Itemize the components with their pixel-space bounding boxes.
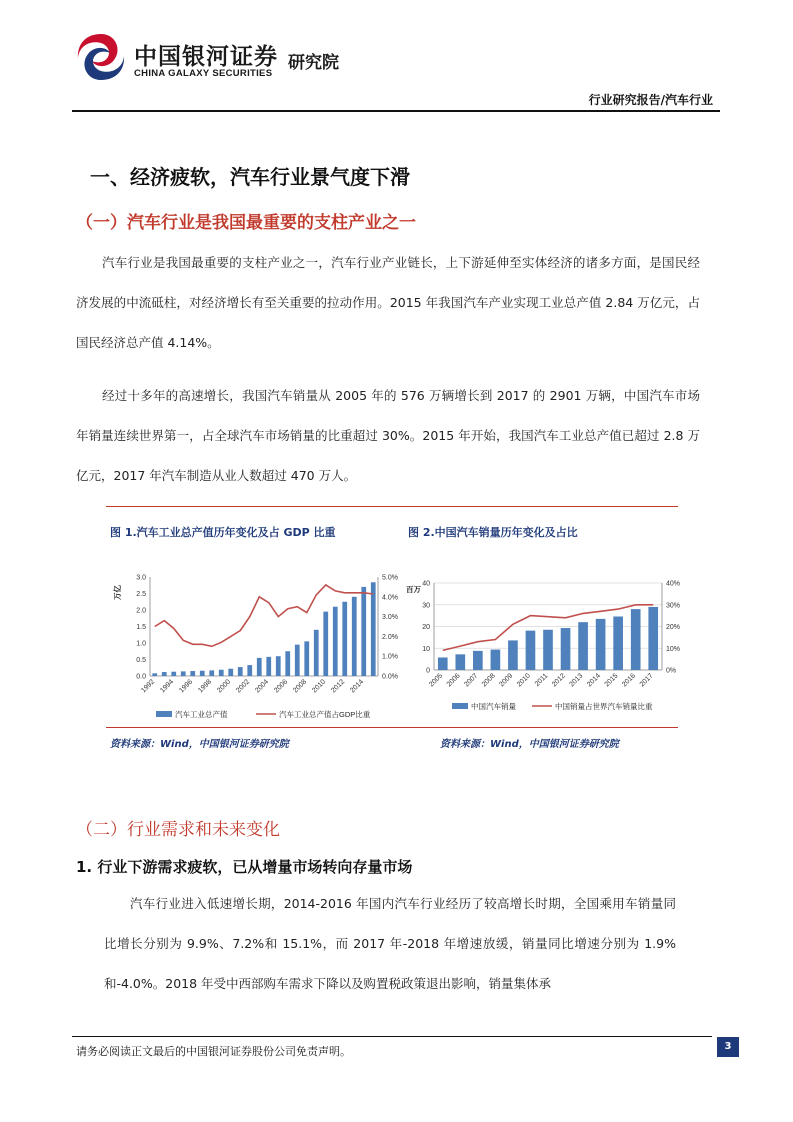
bar bbox=[257, 658, 262, 676]
x-tick-label: 2000 bbox=[216, 678, 233, 695]
y-tick-label: 2.5 bbox=[136, 591, 146, 598]
subsection-title-2: （二）行业需求和未来变化 bbox=[76, 820, 280, 840]
y-tick-label: 1.5 bbox=[136, 624, 146, 631]
paragraph-1-text: 汽车行业是我国最重要的支柱产业之一，汽车行业产业链长，上下游延伸至实体经济的诸多方面，是国民经济发展的中流砥柱，对经济增长有至关重要的拉动作用。2015 年我国汽车产业实现工业总产值 2.84 万亿元，占国民经济总产值 4.14%。 bbox=[76, 255, 700, 350]
y-tick-label: 2.0 bbox=[136, 607, 146, 615]
legend-label: 中国汽车销量 bbox=[471, 702, 516, 711]
y2-tick-label: 0% bbox=[666, 667, 677, 675]
x-tick-label: 2014 bbox=[349, 678, 366, 695]
bar bbox=[596, 619, 606, 670]
legend-swatch-bar bbox=[452, 703, 468, 709]
bar bbox=[508, 640, 518, 670]
section-title: 一、经济疲软，汽车行业景气度下滑 bbox=[90, 165, 410, 189]
figure-2-title: 图 2.中国汽车销量历年变化及占比 bbox=[408, 526, 578, 539]
footer-disclaimer: 请务必阅读正文最后的中国银河证券股份公司免责声明。 bbox=[76, 1045, 351, 1058]
y-tick-label: 10 bbox=[422, 645, 430, 653]
bar bbox=[162, 672, 167, 676]
x-tick-label: 1998 bbox=[197, 678, 214, 695]
paragraph-2-text: 经过十多年的高速增长，我国汽车销量从 2005 年的 576 万辆增长到 2017 的 2901 万辆，中国汽车市场年销量连续世界第一，占全球汽车市场销量的比重超过 30%。2015 年开始，我国汽车工业总产值已超过 2.8 万亿元，2017 年汽车制造从业人数超过 470 万人。 bbox=[76, 388, 700, 483]
bar bbox=[285, 651, 290, 676]
x-tick-label: 2015 bbox=[603, 672, 620, 689]
x-tick-label: 2016 bbox=[621, 672, 638, 689]
y2-tick-label: 30% bbox=[666, 602, 681, 610]
x-tick-label: 2002 bbox=[235, 678, 252, 695]
legend-label: 汽车工业总产值 bbox=[175, 710, 228, 719]
paragraph-2 bbox=[76, 376, 700, 496]
heading-level-3: 1. 行业下游需求疲软，已从增量市场转向存量市场 bbox=[76, 858, 413, 876]
y2-tick-label: 3.0% bbox=[382, 614, 398, 622]
legend-label: 中国销量占世界汽车销量比重 bbox=[555, 702, 653, 711]
header-divider bbox=[72, 110, 720, 112]
x-tick-label: 2010 bbox=[311, 678, 328, 695]
x-tick-label: 1996 bbox=[178, 678, 195, 695]
y2-tick-label: 5.0% bbox=[382, 574, 398, 582]
bar bbox=[543, 630, 553, 670]
logo-chinese-name: 中国银河证券 bbox=[134, 44, 278, 70]
bar bbox=[648, 607, 658, 670]
y-tick-label: 0.5 bbox=[136, 657, 146, 664]
bar bbox=[314, 630, 319, 676]
y2-tick-label: 40% bbox=[666, 580, 681, 588]
bar bbox=[247, 665, 252, 676]
bar bbox=[578, 622, 588, 670]
y-tick-label: 0 bbox=[426, 667, 430, 675]
bar bbox=[200, 671, 205, 676]
bar bbox=[361, 587, 366, 676]
y2-tick-label: 4.0% bbox=[382, 594, 398, 602]
bar bbox=[323, 612, 328, 676]
logo-english-name: CHINA GALAXY SECURITIES bbox=[134, 68, 273, 79]
y-tick-label: 20 bbox=[422, 624, 430, 631]
y-tick-label: 40 bbox=[422, 580, 430, 588]
series-line bbox=[155, 585, 373, 646]
bar bbox=[181, 671, 186, 676]
bar bbox=[526, 631, 536, 670]
x-tick-label: 2008 bbox=[480, 672, 497, 689]
y-tick-label: 3.0 bbox=[136, 574, 146, 582]
bar bbox=[219, 670, 224, 676]
bar bbox=[561, 628, 571, 670]
paragraph-3 bbox=[104, 884, 676, 1004]
bar bbox=[473, 651, 483, 670]
paragraph-3-text: 汽车行业进入低速增长期，2014-2016 年国内汽车行业经历了较高增长时期，全国乘用车销量同比增长分别为 9.9%、7.2%和 15.1%，而 2017 年-2018 年增速放缓，销量同比增速分别为 1.9%和-4.0%。2018 年受中西部购车需求下降以及购置税政策退出影响，销量集体承 bbox=[104, 896, 676, 991]
bar bbox=[631, 609, 641, 670]
y2-tick-label: 0.0% bbox=[382, 673, 398, 681]
bar bbox=[455, 654, 465, 670]
x-tick-label: 1992 bbox=[140, 678, 157, 695]
x-tick-label: 2013 bbox=[568, 672, 585, 689]
paragraph-1 bbox=[76, 243, 700, 363]
x-tick-label: 2012 bbox=[330, 678, 347, 695]
bar bbox=[491, 650, 501, 670]
report-type: 行业研究报告/汽车行业 bbox=[588, 93, 713, 107]
bar bbox=[342, 602, 347, 676]
figure-top-rule bbox=[106, 506, 678, 507]
bar bbox=[171, 672, 176, 676]
bar bbox=[209, 670, 214, 676]
x-tick-label: 2005 bbox=[428, 672, 445, 689]
y-tick-label: 0.0 bbox=[136, 673, 146, 681]
bar bbox=[190, 671, 195, 676]
x-tick-label: 2017 bbox=[638, 672, 655, 689]
y-tick-label: 30 bbox=[422, 602, 430, 610]
bar bbox=[266, 657, 271, 676]
bar bbox=[228, 669, 233, 676]
bar bbox=[438, 657, 448, 670]
figure-1-title: 图 1.汽车工业总产值历年变化及占 GDP 比重 bbox=[110, 526, 336, 539]
subsection-title-1: （一）汽车行业是我国最重要的支柱产业之一 bbox=[76, 213, 416, 233]
legend-label: 汽车工业总产值占GDP比重 bbox=[279, 710, 371, 719]
y-axis-label: 万亿 bbox=[113, 585, 122, 600]
figure-2-chart bbox=[404, 570, 694, 726]
figure-bottom-rule bbox=[106, 727, 678, 728]
x-tick-label: 1994 bbox=[159, 678, 176, 695]
footer-divider bbox=[72, 1036, 712, 1037]
bar bbox=[276, 656, 281, 676]
y2-tick-label: 20% bbox=[666, 624, 681, 631]
y2-tick-label: 1.0% bbox=[382, 653, 398, 661]
x-tick-label: 2011 bbox=[533, 672, 550, 689]
x-tick-label: 2008 bbox=[292, 678, 309, 695]
bar bbox=[304, 641, 309, 676]
logo-institute: 研究院 bbox=[288, 53, 339, 73]
x-tick-label: 2007 bbox=[463, 672, 480, 689]
page-number: 3 bbox=[717, 1037, 739, 1057]
bar bbox=[613, 616, 623, 670]
bar bbox=[238, 667, 243, 676]
figure-1-chart bbox=[106, 566, 396, 726]
y2-tick-label: 2.0% bbox=[382, 633, 398, 641]
x-tick-label: 2006 bbox=[445, 672, 462, 689]
figure-1-source: 资料来源：Wind，中国银河证券研究院 bbox=[110, 739, 289, 750]
bar bbox=[295, 645, 300, 676]
x-tick-label: 2006 bbox=[273, 678, 290, 695]
bar bbox=[352, 597, 357, 676]
bar bbox=[333, 607, 338, 676]
x-tick-label: 2014 bbox=[586, 672, 603, 689]
logo bbox=[72, 28, 362, 86]
y2-tick-label: 10% bbox=[666, 645, 681, 653]
bar bbox=[371, 582, 376, 676]
x-tick-label: 2012 bbox=[550, 672, 567, 689]
bar bbox=[152, 673, 157, 676]
y-axis-label: 百万 bbox=[406, 585, 421, 594]
x-tick-label: 2010 bbox=[515, 672, 532, 689]
figure-2-source: 资料来源：Wind，中国银河证券研究院 bbox=[440, 739, 619, 750]
legend-swatch-bar bbox=[156, 711, 172, 717]
y-tick-label: 1.0 bbox=[136, 640, 146, 648]
x-tick-label: 2004 bbox=[254, 678, 271, 695]
x-tick-label: 2009 bbox=[498, 672, 515, 689]
galaxy-logo-icon bbox=[72, 28, 130, 86]
